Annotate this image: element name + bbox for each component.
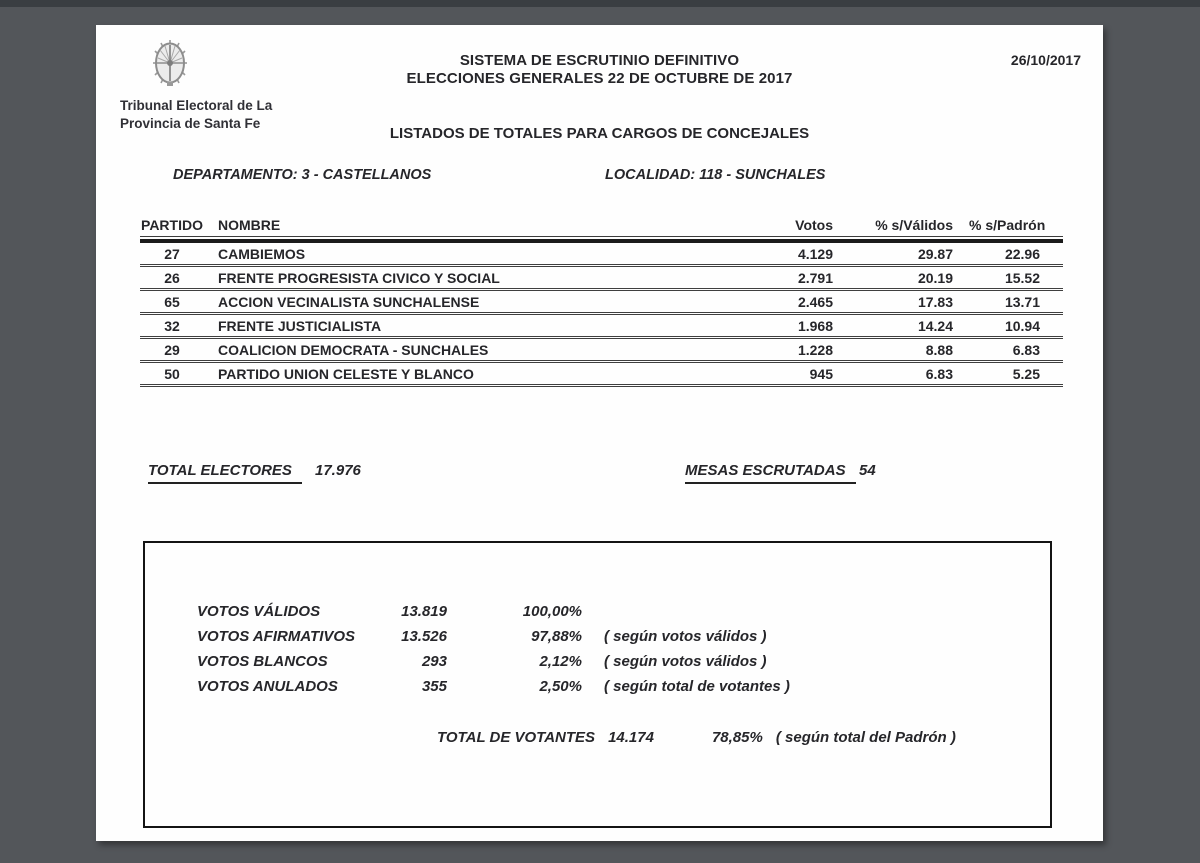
cell-votos: 2.791 bbox=[797, 269, 833, 286]
summary-pct: 100,00% bbox=[522, 603, 582, 620]
cell-validos: 6.83 bbox=[925, 365, 953, 382]
summary-note: ( según votos válidos ) bbox=[604, 653, 767, 670]
votes-summary-box bbox=[143, 541, 1052, 828]
summary-note: ( según votos válidos ) bbox=[604, 628, 767, 645]
cell-partido: 29 bbox=[164, 341, 180, 358]
summary-value: 13.526 bbox=[401, 628, 447, 645]
cell-votos: 945 bbox=[809, 365, 833, 382]
summary-row bbox=[197, 649, 1030, 674]
mesas-escrutadas-label: MESAS ESCRUTADAS bbox=[685, 462, 856, 484]
document-date: 26/10/2017 bbox=[1010, 52, 1081, 68]
summary-value: 293 bbox=[421, 653, 447, 670]
summary-pct: 97,88% bbox=[531, 628, 582, 645]
summary-label: VOTOS AFIRMATIVOS bbox=[197, 628, 356, 645]
cell-validos: 29.87 bbox=[917, 245, 953, 262]
cell-padron: 6.83 bbox=[1012, 341, 1040, 358]
header-validos: % s/Válidos bbox=[875, 216, 953, 233]
summary-label: VOTOS VÁLIDOS bbox=[197, 603, 321, 620]
cell-padron: 22.96 bbox=[1004, 245, 1040, 262]
total-votantes-label: TOTAL DE VOTANTES bbox=[437, 729, 596, 746]
table-header-row bbox=[140, 213, 1063, 237]
table-row bbox=[140, 291, 1063, 315]
header-partido: PARTIDO bbox=[141, 216, 203, 233]
summary-pct: 2,50% bbox=[539, 678, 582, 695]
cell-padron: 13.71 bbox=[1004, 293, 1040, 310]
document-subtitle: LISTADOS DE TOTALES PARA CARGOS DE CONCEJALES bbox=[389, 125, 810, 142]
org-name-line1: Tribunal Electoral de La bbox=[120, 98, 273, 113]
summary-row bbox=[197, 674, 1030, 699]
summary-value: 13.819 bbox=[401, 603, 447, 620]
header-votos: Votos bbox=[795, 216, 833, 233]
total-votantes-row bbox=[437, 729, 956, 746]
cell-votos: 2.465 bbox=[797, 293, 833, 310]
header-nombre: NOMBRE bbox=[218, 216, 281, 233]
total-votantes-value: 14.174 bbox=[608, 729, 654, 746]
cell-nombre: ACCION VECINALISTA SUNCHALENSE bbox=[218, 293, 480, 310]
table-body bbox=[140, 243, 1063, 387]
results-table bbox=[140, 213, 1063, 387]
header-padron: % s/Padrón bbox=[969, 216, 1046, 233]
summary-label: VOTOS BLANCOS bbox=[197, 653, 328, 670]
votes-summary-rows bbox=[197, 599, 1030, 699]
viewer-top-strip bbox=[0, 0, 1200, 7]
summary-value: 355 bbox=[421, 678, 447, 695]
table-row bbox=[140, 363, 1063, 387]
cell-nombre: FRENTE JUSTICIALISTA bbox=[218, 317, 382, 334]
summary-row bbox=[197, 624, 1030, 649]
localidad-label: LOCALIDAD: 118 - SUNCHALES bbox=[605, 167, 826, 183]
table-row bbox=[140, 267, 1063, 291]
cell-padron: 10.94 bbox=[1004, 317, 1040, 334]
mesas-escrutadas-value: 54 bbox=[859, 462, 876, 479]
cell-nombre: PARTIDO UNION CELESTE Y BLANCO bbox=[218, 365, 474, 382]
cell-validos: 20.19 bbox=[917, 269, 953, 286]
org-name-line2: Provincia de Santa Fe bbox=[120, 116, 261, 131]
cell-validos: 14.24 bbox=[917, 317, 953, 334]
cell-votos: 4.129 bbox=[797, 245, 833, 262]
total-votantes-note: ( según total del Padrón ) bbox=[775, 729, 956, 746]
summary-note: ( según total de votantes ) bbox=[604, 678, 790, 695]
table-row bbox=[140, 339, 1063, 363]
total-electores-value: 17.976 bbox=[315, 462, 361, 479]
departamento-label: DEPARTAMENTO: 3 - CASTELLANOS bbox=[173, 167, 432, 183]
cell-nombre: CAMBIEMOS bbox=[218, 245, 306, 262]
cell-votos: 1.968 bbox=[797, 317, 833, 334]
total-votantes-pct: 78,85% bbox=[711, 729, 763, 746]
document-page bbox=[96, 25, 1103, 841]
cell-partido: 32 bbox=[164, 317, 180, 334]
cell-validos: 17.83 bbox=[917, 293, 953, 310]
title-line1: SISTEMA DE ESCRUTINIO DEFINITIVO bbox=[459, 52, 740, 69]
summary-row bbox=[197, 599, 1030, 624]
document-title bbox=[96, 52, 1103, 88]
table-row bbox=[140, 315, 1063, 339]
cell-nombre: FRENTE PROGRESISTA CIVICO Y SOCIAL bbox=[218, 269, 500, 286]
cell-partido: 50 bbox=[164, 365, 180, 382]
cell-partido: 26 bbox=[164, 269, 180, 286]
cell-padron: 5.25 bbox=[1012, 365, 1040, 382]
table-row bbox=[140, 243, 1063, 267]
title-line2: ELECCIONES GENERALES 22 DE OCTUBRE DE 2017 bbox=[406, 70, 793, 87]
cell-validos: 8.88 bbox=[925, 341, 953, 358]
total-electores-label: TOTAL ELECTORES bbox=[148, 462, 302, 484]
cell-partido: 65 bbox=[164, 293, 180, 310]
cell-padron: 15.52 bbox=[1004, 269, 1040, 286]
cell-votos: 1.228 bbox=[797, 341, 833, 358]
summary-pct: 2,12% bbox=[539, 653, 582, 670]
cell-nombre: COALICION DEMOCRATA - SUNCHALES bbox=[218, 341, 489, 358]
summary-label: VOTOS ANULADOS bbox=[197, 678, 338, 695]
cell-partido: 27 bbox=[164, 245, 180, 262]
